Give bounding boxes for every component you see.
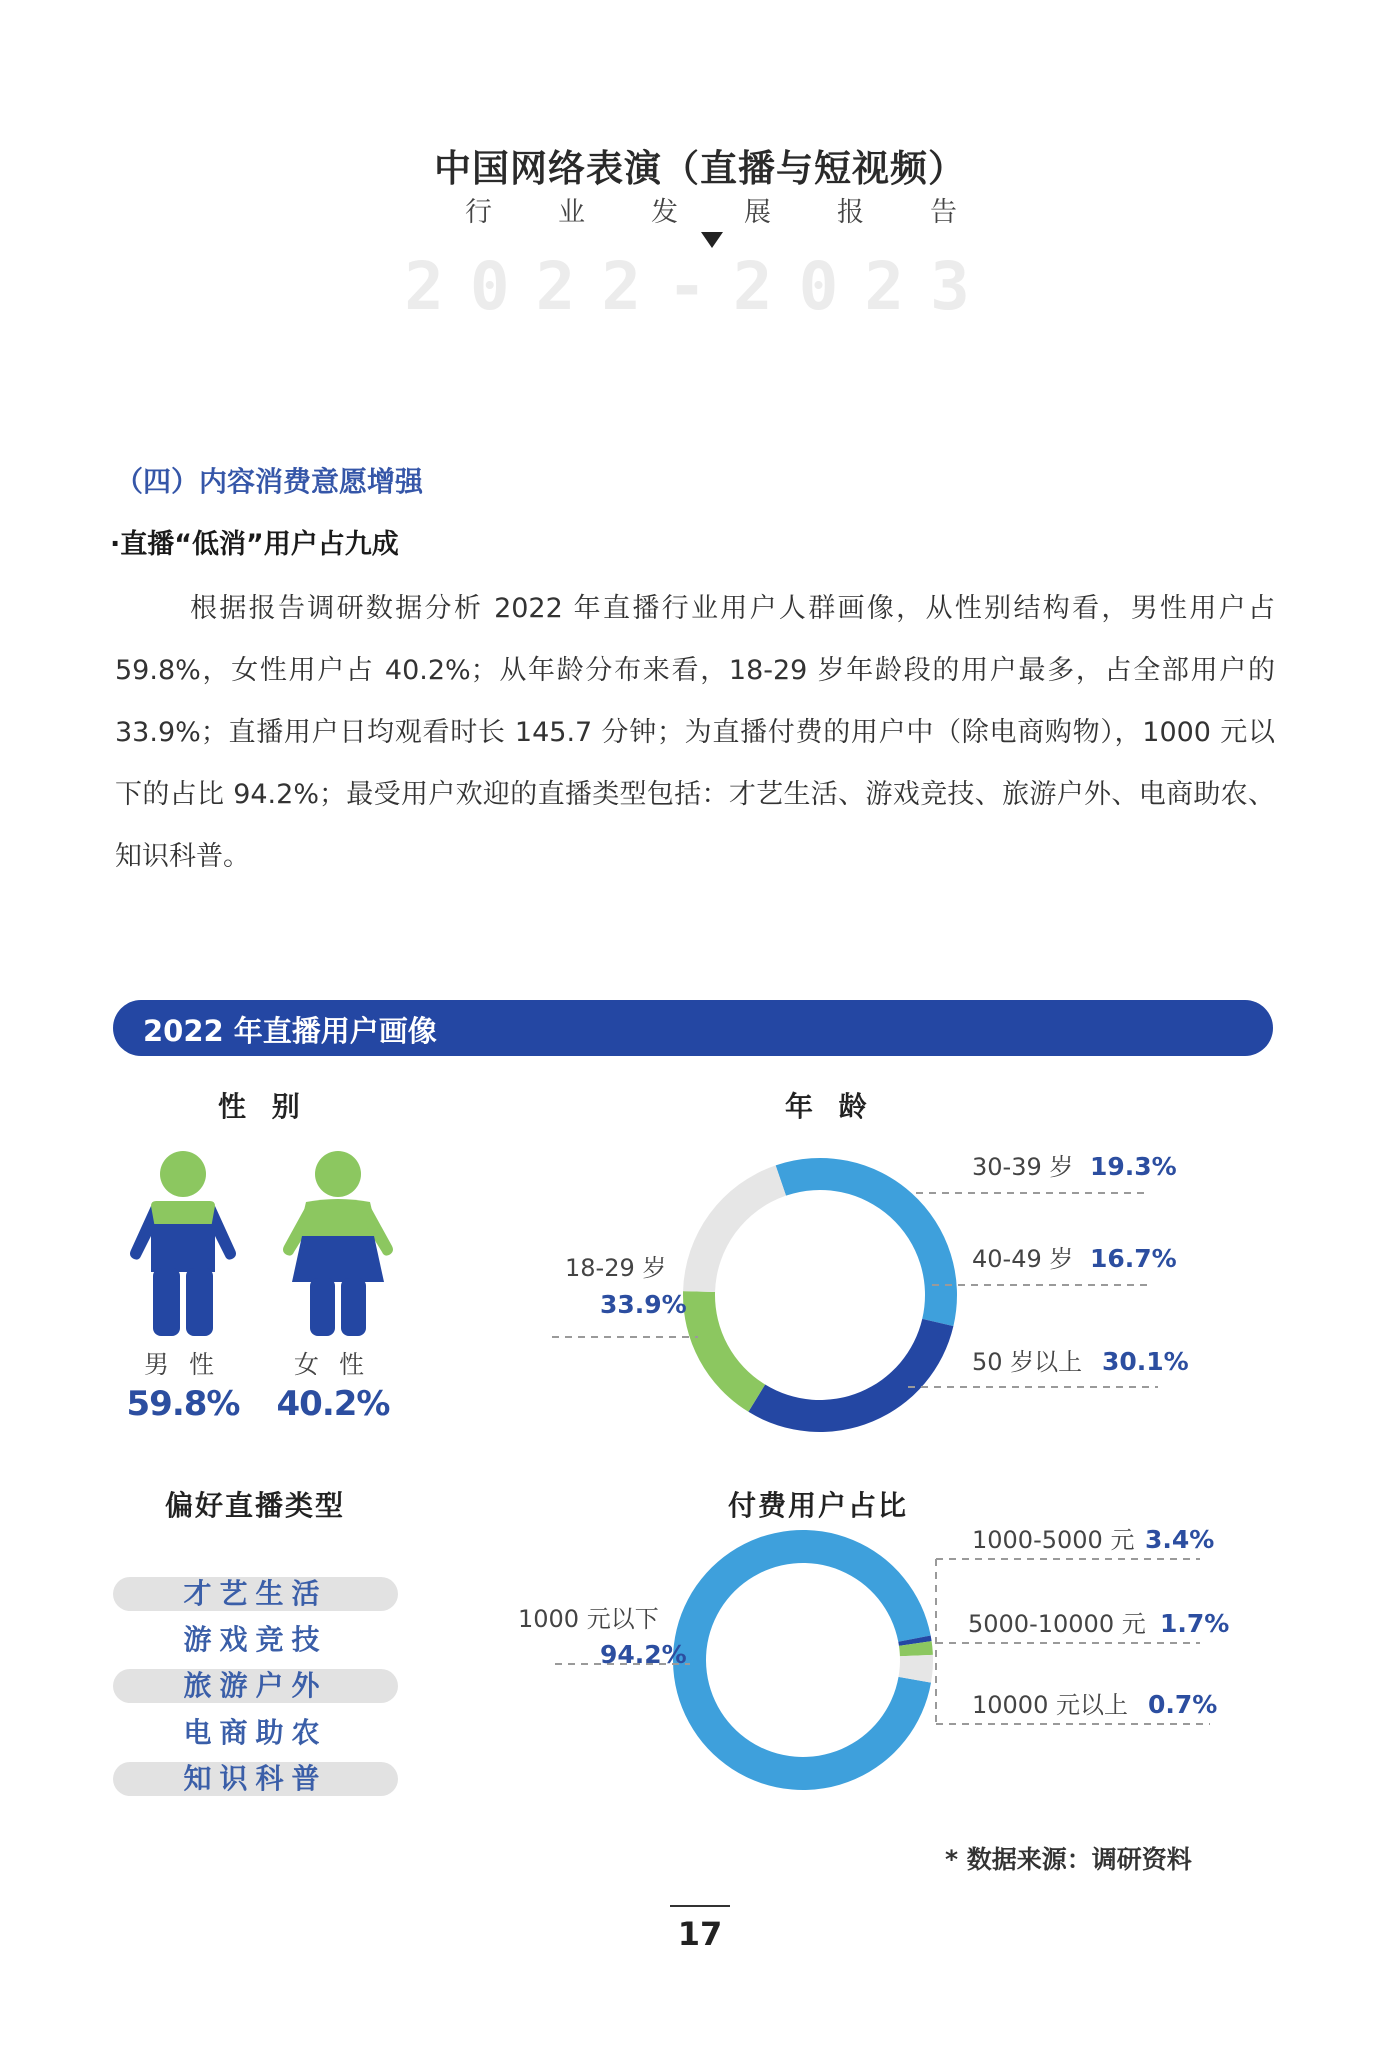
subtitle-char: 展 [744,197,771,228]
subtitle-char: 报 [837,197,864,228]
paid-value-10000-plus: 0.7% [1148,1690,1218,1719]
subtitle-char: 行 [465,197,492,228]
age-chart-title: 年 龄 [785,1090,875,1123]
paid-label-5000-10000: 5000-10000 元 [968,1610,1146,1638]
age-value-40-49: 16.7% [1090,1244,1177,1273]
paid-label-10000-plus: 10000 元以上 [972,1691,1128,1719]
female-label: 女 性 [294,1350,370,1379]
paid-value-under-1000: 94.2% [600,1640,687,1669]
preferred-types-title: 偏好直播类型 [165,1489,346,1522]
female-percent: 40.2% [276,1384,390,1424]
report-title: 中国网络表演（直播与短视频） [434,147,966,190]
report-year-range: 2022-2023 [404,248,996,325]
paid-chart-title: 付费用户占比 [728,1489,909,1522]
age-donut-chart [520,1130,1240,1460]
male-label: 男 性 [144,1350,220,1379]
age-slice-50-plus [748,1319,953,1432]
preferred-type-item: 游戏竞技 [183,1623,328,1656]
age-slice-18-29 [776,1158,957,1326]
age-label-50-plus: 50 岁以上 [972,1348,1083,1376]
age-value-30-39: 19.3% [1090,1152,1177,1181]
data-source-note: * 数据来源：调研资料 [945,1845,1192,1874]
age-label-40-49: 40-49 岁 [972,1245,1074,1273]
section-title: （四）内容消费意愿增强 [115,465,424,498]
arrow-down-icon [701,232,723,248]
banner-title: 2022 年直播用户画像 [143,1014,437,1048]
age-slice-30-39 [683,1165,786,1292]
preferred-type-item: 电商助农 [183,1716,328,1749]
age-value-50-plus: 30.1% [1102,1347,1189,1376]
page-number-rule [670,1905,730,1907]
age-slice-40-49 [683,1291,765,1412]
preferred-type-item: 旅游户外 [113,1669,398,1703]
age-label-18-29: 18-29 岁 [565,1254,667,1282]
paid-label-under-1000: 1000 元以下 [518,1605,659,1633]
paid-slice-under-1000 [673,1530,931,1790]
paid-value-1000-5000: 3.4% [1145,1525,1215,1554]
age-label-30-39: 30-39 岁 [972,1153,1074,1181]
paid-value-5000-10000: 1.7% [1160,1609,1230,1638]
male-figure-icon [125,1150,245,1340]
subtitle-char: 业 [558,197,585,228]
gender-title: 性 别 [218,1090,308,1123]
paid-label-1000-5000: 1000-5000 元 [972,1526,1135,1554]
preferred-type-item: 知识科普 [113,1762,398,1796]
male-percent: 59.8% [126,1384,240,1424]
report-subtitle [465,190,970,228]
section-subtitle: ·直播“低消”用户占九成 [110,529,399,560]
page-number: 17 [677,1915,723,1953]
section-paragraph: 根据报告调研数据分析 2022 年直播行业用户人群画像，从性别结构看，男性用户占 59.8%，女性用户占 40.2%；从年龄分布来看，18-29 岁年龄段的用户最多，占全部用户的 33.9%；直播用户日均观看时长 145.7 分钟；为直播付费的用户中（除电商购物），1000 元以下的占比 94.2%；最受用户欢迎的直播类型包括：才艺生活、游戏竞技、旅游户外、电商助农、知识科普。 [115,593,1275,872]
subtitle-char: 告 [930,197,957,228]
subtitle-char: 发 [651,197,678,228]
profile-banner [113,1000,1273,1056]
paid-donut-chart [500,1520,1240,1820]
female-figure-icon [278,1150,398,1340]
age-value-18-29: 33.9% [600,1290,687,1319]
preferred-type-item: 才艺生活 [113,1577,398,1611]
